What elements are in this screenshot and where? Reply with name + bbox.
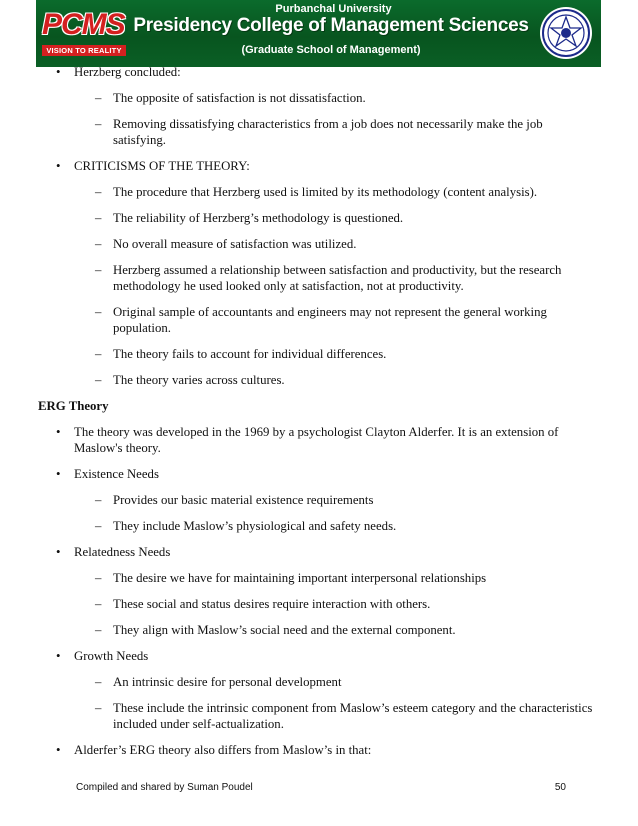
list-item: – An intrinsic desire for personal development xyxy=(95,675,342,689)
list-item: – Original sample of accountants and engineers may not represent the general working population. xyxy=(95,305,547,335)
school-name: (Graduate School of Management) xyxy=(241,44,421,56)
list-item: – The theory fails to account for individual differences. xyxy=(95,347,387,361)
list-item: • Growth Needs xyxy=(56,649,149,663)
section-heading: ERG Theory xyxy=(38,399,109,413)
list-item: • The theory was developed in the 1969 by a psychologist Clayton Alderfer. It is an extension of Maslow's theory. xyxy=(56,425,559,455)
list-item: – The reliability of Herzberg’s methodology is questioned. xyxy=(95,211,404,225)
footer-credit: Compiled and shared by Suman Poudel xyxy=(76,782,253,793)
logo-text: PCMS xyxy=(42,8,125,41)
list-item: – Provides our basic material existence requirements xyxy=(95,493,374,507)
header-banner xyxy=(36,0,601,67)
page-content xyxy=(38,64,598,768)
pcms-logo xyxy=(40,8,124,60)
list-item: – No overall measure of satisfaction was utilized. xyxy=(95,237,357,251)
list-item: • Existence Needs xyxy=(56,467,159,481)
list-item: • Relatedness Needs xyxy=(56,545,171,559)
list-item: • Herzberg concluded: xyxy=(56,65,181,79)
page-number: 50 xyxy=(554,782,566,793)
list-item: – The desire we have for maintaining important interpersonal relationships xyxy=(95,571,487,585)
university-emblem-icon xyxy=(539,6,593,60)
list-item: – The opposite of satisfaction is not dissatisfaction. xyxy=(95,91,366,105)
list-item: – These social and status desires require interaction with others. xyxy=(95,597,431,611)
list-item: – Herzberg assumed a relationship between satisfaction and productivity, but the research methodology he used looked only at satisfaction, not at productivity. xyxy=(95,263,562,293)
list-item: – These include the intrinsic component from Maslow’s esteem category and the characteristics included under self-actualization. xyxy=(95,701,593,731)
college-name: Presidency College of Management Sciences xyxy=(133,15,529,36)
list-item: – They include Maslow’s physiological and safety needs. xyxy=(95,519,397,533)
list-item: – They align with Maslow’s social need and the external component. xyxy=(95,623,456,637)
list-item: • Alderfer’s ERG theory also differs from Maslow’s in that: xyxy=(56,743,372,757)
list-item: – Removing dissatisfying characteristics from a job does not necessarily make the job satisfying. xyxy=(95,117,543,147)
list-item: • CRITICISMS OF THE THEORY: xyxy=(56,159,250,173)
list-item: – The procedure that Herzberg used is limited by its methodology (content analysis). xyxy=(95,185,538,199)
list-item: – The theory varies across cultures. xyxy=(95,373,285,387)
logo-tagline: VISION TO REALITY xyxy=(42,45,126,56)
university-name: Purbanchal University xyxy=(275,3,392,15)
